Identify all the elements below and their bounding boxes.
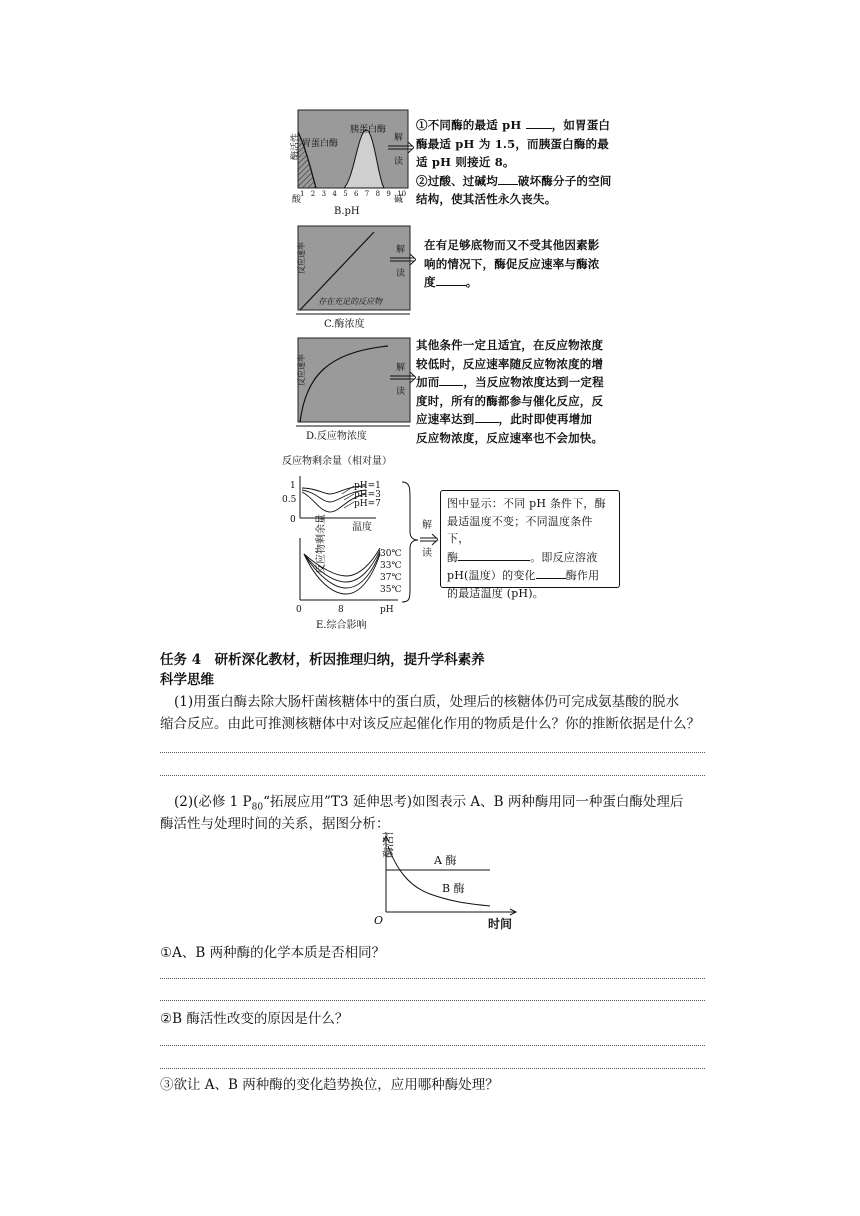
figure-b-line1b: ，如胃蛋白 (551, 118, 611, 132)
figure-b-base: 碱 (394, 195, 404, 205)
figure-b-text (416, 116, 626, 209)
figure-b-line2: 酶最适 pH 为 1.5，而胰蛋白酶的最 (416, 136, 609, 151)
question-2-line-2: 酶活性与处理时间的关系，据图分析： (160, 816, 390, 832)
figure-c-inner: 存在充足的反应物 (318, 297, 382, 306)
figure-d-arrow-text-2: 读 (396, 387, 406, 397)
enzyme-chart-b: B 酶 (442, 882, 465, 895)
figure-b-line1a: ①不同酶的最适 pH (416, 118, 526, 132)
figure-b-arrow-text-1: 解 (394, 133, 404, 143)
figure-e-ph3: pH=3 (354, 490, 381, 500)
enzyme-chart-ylabel: 酶活性 (382, 832, 395, 858)
figure-c-arrow (390, 240, 416, 300)
figure-e-arrow-text-1: 解 (422, 520, 432, 531)
figure-b-xtick: 6 (354, 190, 359, 198)
figure-b-pepsin-label: 胃蛋白酶 (302, 139, 339, 149)
figure-b-xtick: 9 (386, 190, 391, 198)
figure-e-y05: 0.5 (282, 495, 297, 505)
question-2-rest: “拓展应用”T3 延伸思考)如图表示 A、B 两种酶用同一种蛋白酶处理后 (263, 794, 684, 810)
figure-e-caption: E.综合影响 (316, 620, 367, 631)
figure-e-brace-arrow (398, 478, 438, 608)
figure-e-line1: 图中显示：不同 pH 条件下，酶 (447, 497, 606, 510)
figure-b-xtick: 3 (321, 190, 327, 198)
figure-d-caption: D.反应物浓度 (306, 431, 367, 442)
figure-d-line3a: 加而 (416, 375, 440, 389)
figure-d-line3b: ，当反应物浓度达到一定程 (463, 375, 604, 389)
figure-e-ph1: pH=1 (354, 481, 381, 491)
enzyme-activity-chart (366, 832, 526, 932)
figure-e-line3b: 。即反应溶液 (530, 550, 598, 564)
task-subheading: 科学思维 (160, 672, 214, 688)
enzyme-chart-origin: O (374, 914, 384, 927)
figure-b-line5: 结构，使其活性永久丧失。 (416, 192, 557, 206)
figure-c-text (424, 236, 634, 292)
figure-d-line5a: 应速率达到 (416, 412, 475, 426)
figure-c-line1: 在有足够底物而又不受其他因素影 (424, 238, 600, 252)
figure-d-line4: 度时，所有的酶都参与催化反应，反 (416, 393, 604, 408)
figure-b-xtick: 10 (397, 190, 407, 198)
figure-d-arrow (390, 358, 416, 418)
figure-e-line4b: 酶作用 (565, 569, 600, 582)
figure-e-blank-2 (536, 566, 566, 579)
figure-e-y0: 0 (290, 515, 296, 525)
figure-c-line3b: 。 (465, 275, 478, 289)
figure-e-t33: 33℃ (380, 561, 402, 571)
figure-d-line2: 较低时，反应速率随反应物浓度的增 (416, 356, 604, 371)
figure-c-caption: C.酶浓度 (324, 319, 365, 330)
enzyme-chart-a: A 酶 (434, 854, 457, 867)
figure-d-line5b: ，此时即使再增加 (498, 412, 593, 426)
figure-e-t35: 35℃ (380, 585, 402, 595)
figure-b-xtick: 1 (300, 190, 305, 198)
figure-b-line4b: 破坏酶分子的空间 (517, 173, 612, 188)
figure-b-xtick: 8 (375, 190, 381, 198)
answer-line-3[interactable] (160, 978, 705, 979)
figure-c-line3a: 度 (424, 275, 436, 289)
figure-b-xtick: 7 (364, 190, 370, 198)
figure-d-line6: 反应物浓度，反应速率也不会加快。 (416, 430, 604, 445)
figure-b-trypsin-label: 胰蛋白酶 (350, 125, 387, 135)
sub-question-1: ①A、B 两种酶的化学本质是否相同？ (160, 945, 386, 961)
figure-c-arrow-text-1: 解 (396, 245, 406, 255)
answer-line-6[interactable] (160, 1068, 705, 1069)
figure-e-ph7: pH=7 (354, 499, 381, 509)
answer-line-4[interactable] (160, 1000, 705, 1001)
figure-d-text (416, 336, 636, 447)
figure-e-x8: 8 (338, 605, 344, 615)
figure-e-temp: 温度 (352, 522, 372, 533)
figure-e-xph: pH (380, 605, 394, 615)
figure-e-line2: 最适温度不变；不同温度条件下， (447, 514, 593, 545)
figure-c-blank (436, 273, 466, 286)
figure-e-line5: 的最适温度 (pH)。 (447, 586, 544, 600)
sub-question-3: ③欲让 A、B 两种酶的变化趋势换位，应用哪种酶处理？ (160, 1077, 499, 1093)
figure-b-arrow-text-2: 读 (394, 157, 404, 167)
figure-b-line3: 适 pH 则接近 8。 (416, 155, 515, 169)
figure-e-y1: 1 (290, 481, 296, 491)
figure-b-xtick: 2 (310, 190, 316, 198)
figure-d-line1: 其他条件一定且适宜，在反应物浓度 (416, 338, 604, 352)
task-heading: 任务 4 研析深化教材，析因推理归纳，提升学科素养 (160, 652, 485, 668)
figure-c-line2: 响的情况下，酶促反应速率与酶浓 (424, 256, 600, 271)
figure-e-t30: 30℃ (380, 549, 402, 559)
figure-d-blank-1 (439, 373, 463, 386)
figure-e-t37: 37℃ (380, 573, 402, 583)
figure-b-xtick: 5 (343, 190, 348, 198)
sub-question-2: ②B 酶活性改变的原因是什么？ (160, 1011, 349, 1027)
question-1-line-2: 缩合反应。由此可推测核糖体中对该反应起催化作用的物质是什么？你的推断依据是什么？ (160, 716, 700, 732)
figure-c-arrow-text-2: 读 (396, 269, 406, 279)
question-1-line-1: (1)用蛋白酶去除大肠杆菌核糖体中的蛋白质，处理后的核糖体仍可完成氨基酸的脱水 (174, 694, 680, 710)
figure-b-blank-2 (498, 172, 518, 185)
figure-d-ylabel: 反应速率 (297, 354, 306, 386)
figure-b-arrow (388, 128, 414, 188)
enzyme-chart-xlabel: 时间 (488, 917, 513, 931)
figure-e-x0: 0 (296, 605, 302, 615)
figure-e-arrow-text-2: 读 (422, 548, 432, 559)
figure-e-line3a: 酶 (447, 550, 459, 564)
figure-e-title: 反应物剩余量（相对量） (282, 456, 392, 467)
figure-b-acid: 酸 (292, 195, 302, 205)
figure-b-caption: B.pH (334, 206, 360, 217)
figure-d-arrow-text-1: 解 (396, 363, 406, 373)
figure-e-ylabel: 反应物剩余量 (316, 514, 327, 574)
question-2-page-sub: 80 (251, 802, 264, 813)
answer-line-1[interactable] (160, 752, 705, 753)
answer-line-5[interactable] (160, 1045, 705, 1046)
figure-e-blank-1 (458, 548, 530, 561)
answer-line-2[interactable] (160, 775, 705, 776)
figure-b-line4a: ②过酸、过碱均 (416, 173, 498, 188)
figure-c-ylabel: 反应速率 (297, 242, 306, 274)
question-2-prefix: (2)(必修 1 P (174, 794, 252, 810)
figure-b-xtick: 4 (332, 190, 337, 198)
figure-e-textbox (440, 490, 620, 600)
figure-d-blank-2 (475, 410, 499, 423)
figure-b-ylabel: 酶活性 (291, 132, 301, 160)
figure-b-blank-1 (526, 116, 552, 129)
figure-e-line4a: pH(温度）的变化 (447, 569, 536, 582)
